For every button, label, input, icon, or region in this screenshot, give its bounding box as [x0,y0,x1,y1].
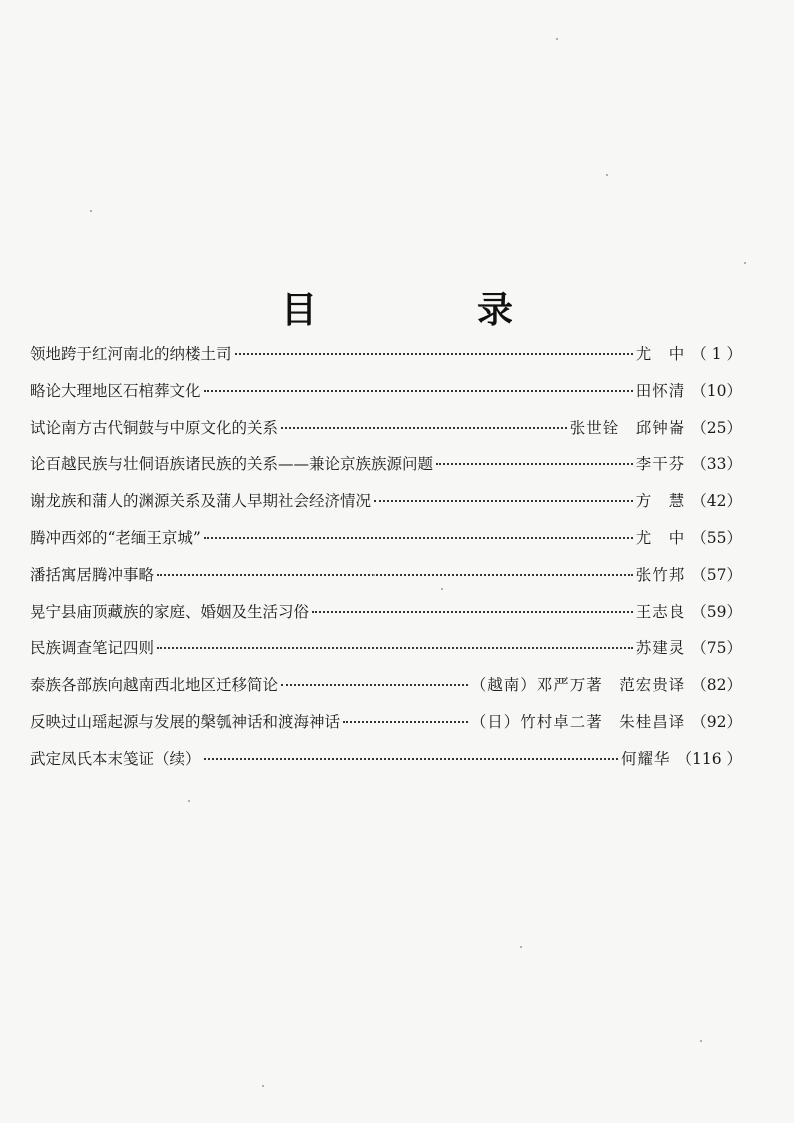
page-title: 目 录 [280,290,575,331]
scan-speck [188,800,190,802]
toc-entry [30,638,742,675]
entry-author: 何耀华 [620,749,671,768]
entry-author: 李干芬 [635,455,686,474]
dot-leader [312,611,633,613]
toc-entry [30,454,742,491]
entry-author: 尤 中 [635,345,686,363]
entry-title: 潘括寓居腾冲事略 [30,565,155,584]
entry-page: （33） [691,455,742,474]
dot-leader [343,721,468,723]
toc-entry [30,418,742,455]
entry-author: 方 慧 [635,492,686,511]
entry-author: （日）竹村卓二著 朱桂昌译 [470,712,686,731]
scan-speck [606,174,608,176]
scan-speck [556,38,558,40]
dot-leader [281,684,468,686]
dot-leader [204,390,633,392]
entry-title: 略论大理地区石棺葬文化 [30,381,201,400]
dot-leader [204,537,633,539]
toc-entry [30,381,742,418]
entry-title: 谢龙族和蒲人的渊源关系及蒲人早期社会经济情况 [30,492,372,511]
entry-page: （59） [691,602,742,621]
entry-author: 王志良 [635,602,686,621]
entry-page: （ 1 ） [691,345,742,363]
toc-entry [30,602,742,639]
toc-entry [30,712,742,749]
entry-page: （25） [691,418,742,437]
toc-entry [30,344,742,381]
entry-page: （42） [691,492,742,511]
entry-author: 田怀清 [635,381,686,400]
entry-page: （75） [691,639,742,658]
entry-author: 尤 中 [635,528,686,547]
entry-author: 张世铨 邱钟崙 [569,418,686,437]
toc-entry [30,565,742,602]
entry-page: （55） [691,528,742,547]
scan-speck [520,946,522,948]
entry-author: （越南）邓严万著 范宏贵译 [470,676,686,695]
dot-leader [281,427,567,429]
scan-speck [700,1040,702,1042]
toc-entry [30,528,742,565]
dot-leader [157,647,633,649]
scan-speck [744,262,746,264]
entry-title: 腾冲西郊的“老缅王京城” [30,528,201,547]
dot-leader [157,574,633,576]
dot-leader [204,758,618,760]
entry-author: 苏建灵 [635,639,686,658]
entry-title: 晃宁县庙顶藏族的家庭、婚姻及生活习俗 [30,602,310,621]
entry-page: （116 ） [676,749,742,768]
entry-page: （57） [691,565,742,584]
toc-entry [30,675,742,712]
entry-title: 领地跨于红河南北的纳楼土司 [30,345,232,363]
entry-title: 试论南方古代铜鼓与中原文化的关系 [30,418,279,437]
entry-title: 论百越民族与壮侗语族诸民族的关系——兼论京族族源问题 [30,455,434,474]
scan-speck [373,574,375,576]
entry-title: 武定凤氏本末笺证（续） [30,749,201,768]
dot-leader [436,463,633,465]
entry-page: （92） [691,712,742,731]
scan-speck [441,588,443,590]
entry-title: 民族调查笔记四则 [30,639,155,658]
entry-title: 反映过山瑶起源与发展的槃瓠神话和渡海神话 [30,712,341,731]
table-of-contents [30,344,742,786]
toc-entry [30,491,742,528]
scan-speck [262,1085,264,1087]
dot-leader [235,353,633,355]
entry-page: （82） [691,676,742,695]
scan-speck [90,210,92,212]
dot-leader [374,500,633,502]
entry-title: 泰族各部族向越南西北地区迁移简论 [30,676,279,695]
entry-page: （10） [691,381,742,400]
entry-author: 张竹邦 [635,565,686,584]
toc-entry [30,749,742,786]
